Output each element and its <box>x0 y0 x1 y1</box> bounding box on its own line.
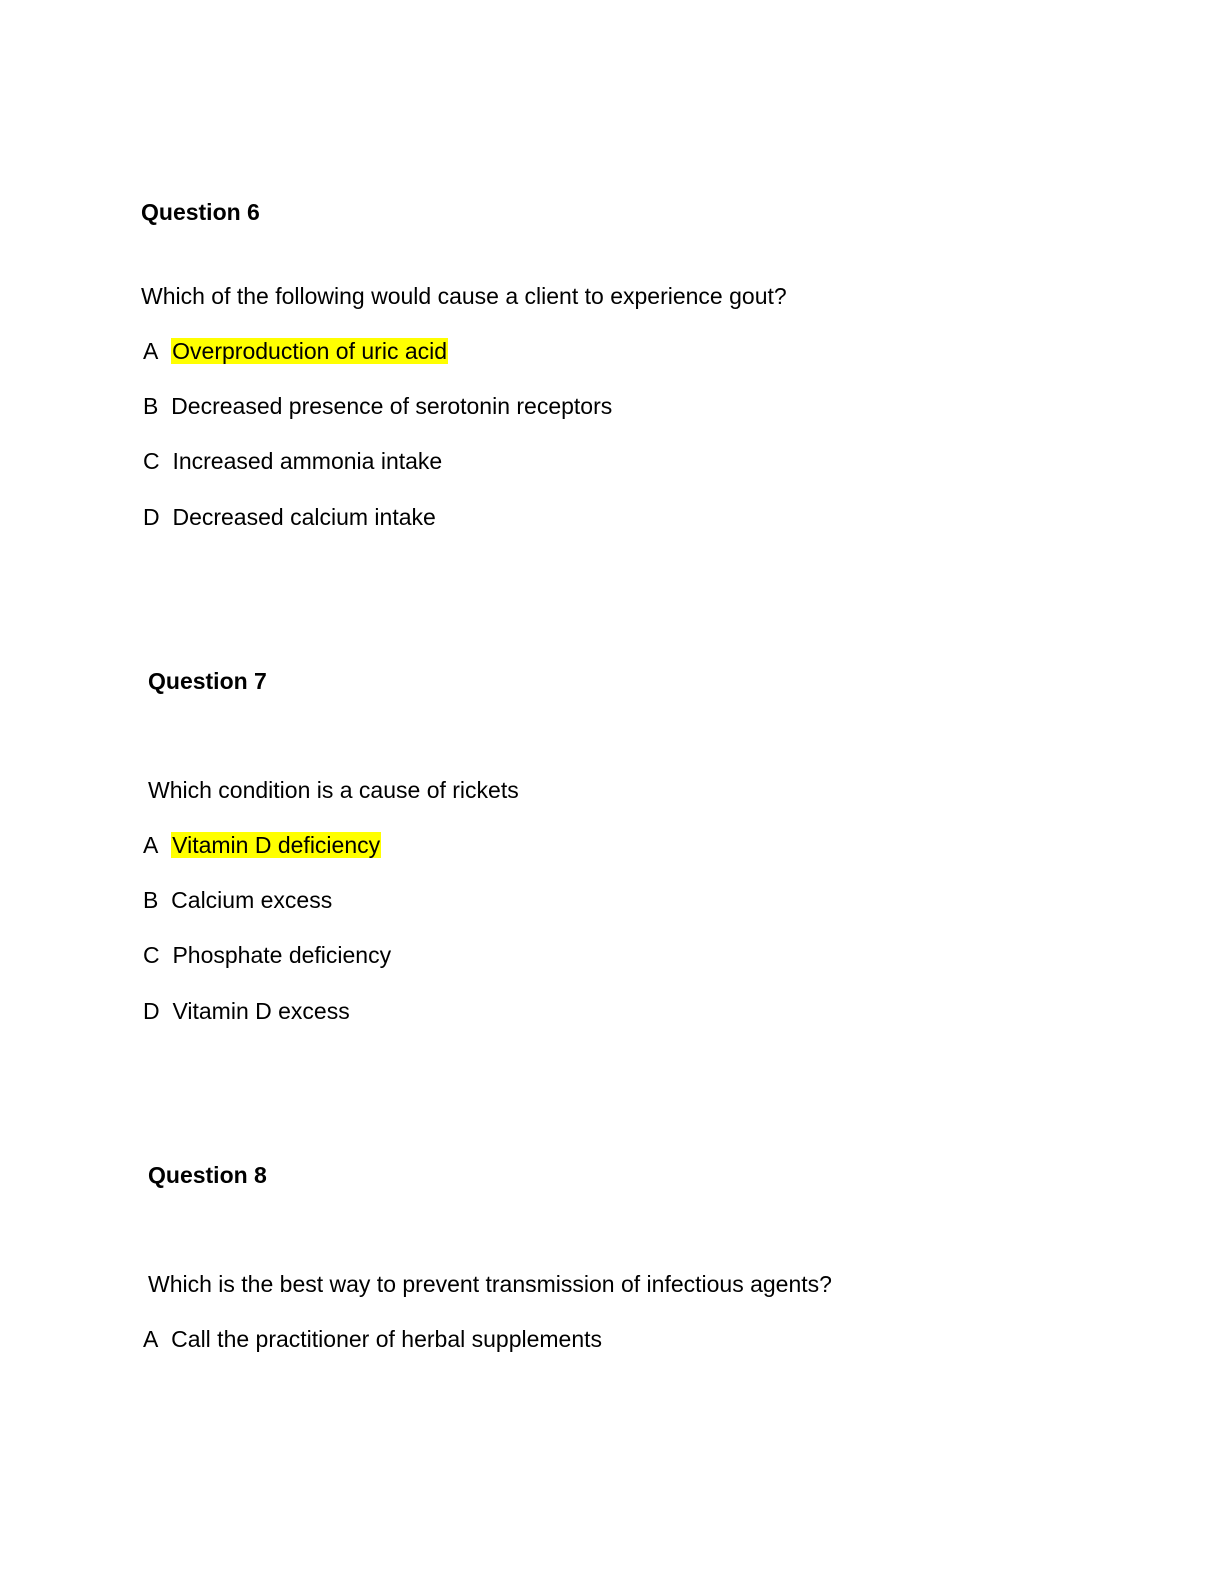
question-6-prompt: Which of the following would cause a client to experience gout? <box>141 283 787 309</box>
option-letter: B <box>143 887 159 913</box>
option-text: Phosphate deficiency <box>172 942 392 968</box>
question-6-option-b <box>143 392 612 420</box>
question-7-option-a <box>143 831 381 859</box>
option-letter: D <box>143 998 160 1024</box>
question-6-option-c <box>143 447 442 475</box>
question-6-title: Question 6 <box>141 199 260 225</box>
option-letter: A <box>143 832 159 858</box>
option-letter: A <box>143 338 159 364</box>
option-text: Vitamin D excess <box>172 998 350 1024</box>
option-letter: B <box>143 393 159 419</box>
option-letter: C <box>143 448 160 474</box>
question-7-option-c <box>143 941 391 969</box>
question-7-prompt: Which condition is a cause of rickets <box>148 777 519 803</box>
question-7-title: Question 7 <box>148 668 267 694</box>
option-text-highlighted: Overproduction of uric acid <box>172 338 448 364</box>
option-text: Call the practitioner of herbal supplements <box>171 1326 603 1352</box>
question-6-option-a <box>143 337 448 365</box>
question-7-option-d <box>143 997 350 1025</box>
question-6-option-d <box>143 503 436 531</box>
option-text-highlighted: Vitamin D deficiency <box>172 832 381 858</box>
option-text: Decreased presence of serotonin receptors <box>171 393 613 419</box>
option-letter: C <box>143 942 160 968</box>
option-letter: A <box>143 1326 159 1352</box>
option-text: Calcium excess <box>171 887 333 913</box>
option-text: Decreased calcium intake <box>172 504 436 530</box>
question-8-prompt: Which is the best way to prevent transmission of infectious agents? <box>148 1271 832 1297</box>
question-8-option-a <box>143 1325 602 1353</box>
question-8-title: Question 8 <box>148 1162 267 1188</box>
question-7-option-b <box>143 886 332 914</box>
option-letter: D <box>143 504 160 530</box>
option-text: Increased ammonia intake <box>172 448 443 474</box>
